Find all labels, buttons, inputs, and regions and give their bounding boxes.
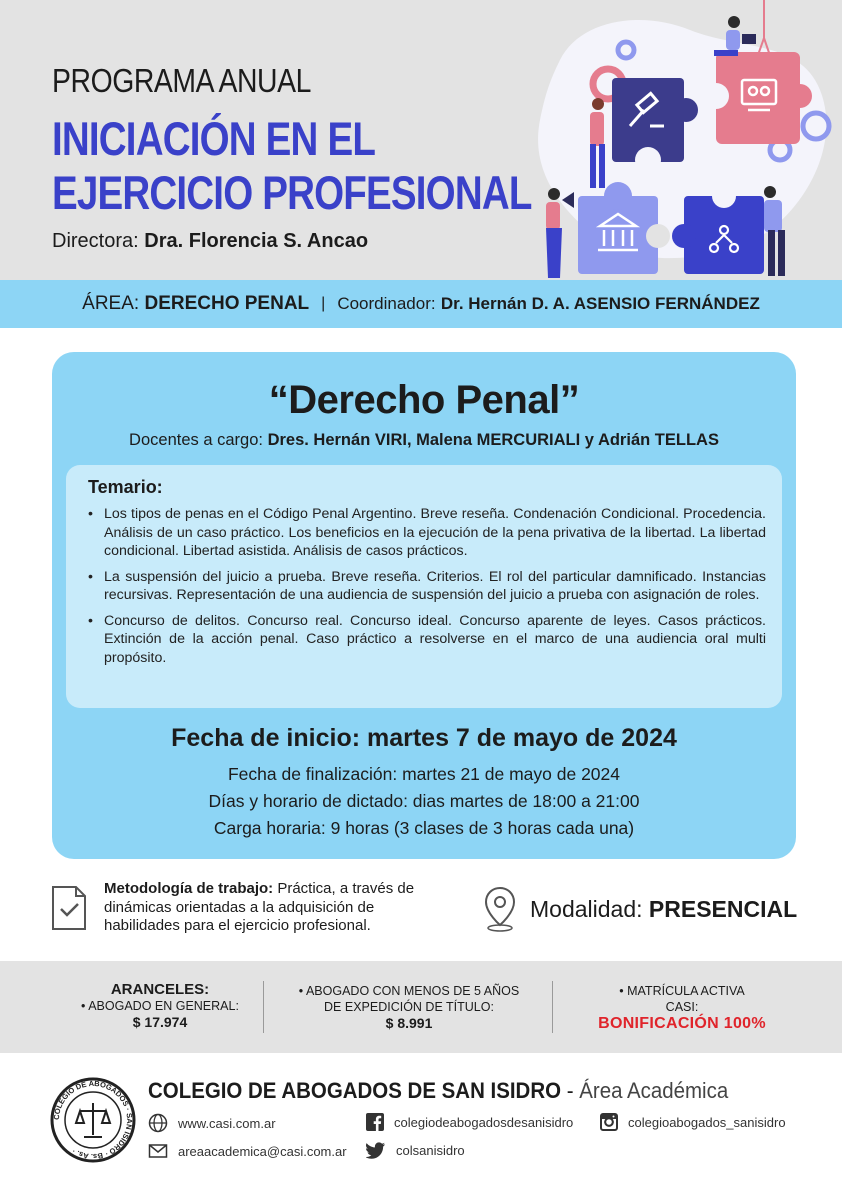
aranceles-junior xyxy=(282,961,536,1053)
docentes-line xyxy=(52,431,796,450)
web-url[interactable]: www.casi.com.ar xyxy=(178,1115,276,1131)
program-kicker: PROGRAMA ANUAL xyxy=(52,62,311,99)
directora-name: Dra. Florencia S. Ancao xyxy=(144,230,369,252)
docentes-label: Docentes a cargo: xyxy=(129,431,263,449)
aranceles-matricula xyxy=(570,961,794,1053)
area-label: ÁREA: xyxy=(82,293,140,314)
dias-horario: Días y horario de dictado: dias martes de 18:00 a 21:00 xyxy=(208,791,640,811)
modalidad-line xyxy=(530,896,797,923)
globe-icon xyxy=(148,1113,168,1133)
fecha-inicio: Fecha de inicio: martes 7 de mayo de 2024 xyxy=(171,724,677,752)
colegio-name-line xyxy=(148,1078,728,1104)
temario-item: • La suspensión del juicio a prueba. Breve reseña. Criterios. El rol del particular damnificado. Instancias recursivas. Representación de una audiencia de suspensión del juicio a prueba con asignación de roles. xyxy=(86,568,766,605)
metodologia-body: Práctica, a través de dinámicas orientadas a la adquisición de habilidades para el ejercicio profesional. xyxy=(104,880,415,934)
facebook-icon xyxy=(366,1113,384,1131)
temario-list xyxy=(86,505,766,674)
temario-item: • Concurso de delitos. Concurso real. Concurso ideal. Concurso aparente de leyes. Casos prácticos. Extinción de la acción penal. Caso práctico a resolverse en el marco de una audiencia oral multi propósito. xyxy=(86,612,766,668)
matricula-bonus: BONIFICACIÓN 100% xyxy=(598,1015,766,1032)
colegio-seal-logo xyxy=(50,1077,136,1163)
instagram-icon xyxy=(600,1113,618,1131)
instagram-handle[interactable]: colegioabogados_sanisidro xyxy=(628,1114,786,1130)
aranceles-divider xyxy=(552,981,553,1033)
matricula-line1: • MATRÍCULA ACTIVA xyxy=(619,984,745,998)
docentes-names: Dres. Hernán VIRI, Malena MERCURIALI y Adrián TELLAS xyxy=(267,431,719,449)
mail-icon xyxy=(148,1141,168,1161)
svg-text:COLEGIO DE ABOGADOS · SAN ISID: COLEGIO DE ABOGADOS · SAN ISIDRO · Bs. As. · xyxy=(51,1078,135,1162)
facebook-handle[interactable]: colegiodeabogadosdesanisidro xyxy=(394,1114,574,1130)
matricula-line2: CASI: xyxy=(665,1000,699,1014)
carga-horaria: Carga horaria: 9 horas (3 clases de 3 horas cada una) xyxy=(213,818,635,838)
temario-title: Temario: xyxy=(88,477,163,497)
area-value: DERECHO PENAL xyxy=(144,293,310,314)
colegio-name: COLEGIO DE ABOGADOS DE SAN ISIDRO xyxy=(148,1078,562,1103)
area-separator: | xyxy=(321,295,326,312)
temario-item: • Los tipos de penas en el Código Penal Argentino. Breve reseña. Condenación Condicional. Procedencia. Análisis de un caso práctico. Los beneficios en la ejecución de la pena privativa de la libertad. La libertad condicional. Libertad asistida. Análisis de casos prácticos. xyxy=(86,505,766,561)
document-check-icon xyxy=(50,884,88,932)
fecha-finalizacion: Fecha de finalización: martes 21 de mayo de 2024 xyxy=(227,764,621,784)
twitter-icon xyxy=(366,1141,386,1159)
area-bar xyxy=(0,280,842,328)
aranceles-divider xyxy=(263,981,264,1033)
aranceles-heading: ARANCELES: xyxy=(110,981,210,998)
contact-web[interactable] xyxy=(148,1113,276,1133)
directora-label: Directora: xyxy=(52,230,139,252)
junior-line1: • ABOGADO CON MENOS DE 5 AÑOS xyxy=(298,984,520,998)
junior-line2: DE EXPEDICIÓN DE TÍTULO: xyxy=(324,1000,494,1014)
contact-twitter[interactable] xyxy=(366,1141,465,1159)
header-band xyxy=(0,0,842,280)
coordinador-label: Coordinador: xyxy=(337,294,436,313)
aranceles-general xyxy=(60,961,260,1053)
modalidad-label: Modalidad: xyxy=(530,896,643,922)
program-title-line2: EJERCICIO PROFESIONAL xyxy=(52,166,532,219)
contact-email[interactable] xyxy=(148,1141,347,1161)
metodologia-label: Metodología de trabajo: xyxy=(104,880,274,897)
course-title: “Derecho Penal” xyxy=(268,378,580,422)
general-price: $ 17.974 xyxy=(132,1014,188,1030)
aranceles-band xyxy=(0,961,842,1053)
program-title-line1: INICIACIÓN EN EL xyxy=(52,112,376,165)
metodologia-text xyxy=(104,880,444,936)
course-card xyxy=(52,352,796,859)
directora-line xyxy=(52,230,368,253)
contact-facebook[interactable] xyxy=(366,1113,573,1131)
general-label: • ABOGADO EN GENERAL: xyxy=(81,999,239,1013)
program-title xyxy=(52,112,532,220)
temario-box xyxy=(66,465,782,708)
colegio-dash: - xyxy=(561,1078,580,1103)
colegio-area: Área Académica xyxy=(579,1078,729,1103)
email-address[interactable]: areaacademica@casi.com.ar xyxy=(178,1143,347,1159)
contact-instagram[interactable] xyxy=(600,1113,786,1131)
coordinador-name: Dr. Hernán D. A. ASENSIO FERNÁNDEZ xyxy=(440,294,760,313)
twitter-handle[interactable]: colsanisidro xyxy=(396,1142,465,1158)
junior-price: $ 8.991 xyxy=(385,1015,433,1031)
location-pin-icon xyxy=(482,885,518,933)
puzzle-illustration xyxy=(520,0,842,280)
modalidad-value: PRESENCIAL xyxy=(648,896,798,922)
